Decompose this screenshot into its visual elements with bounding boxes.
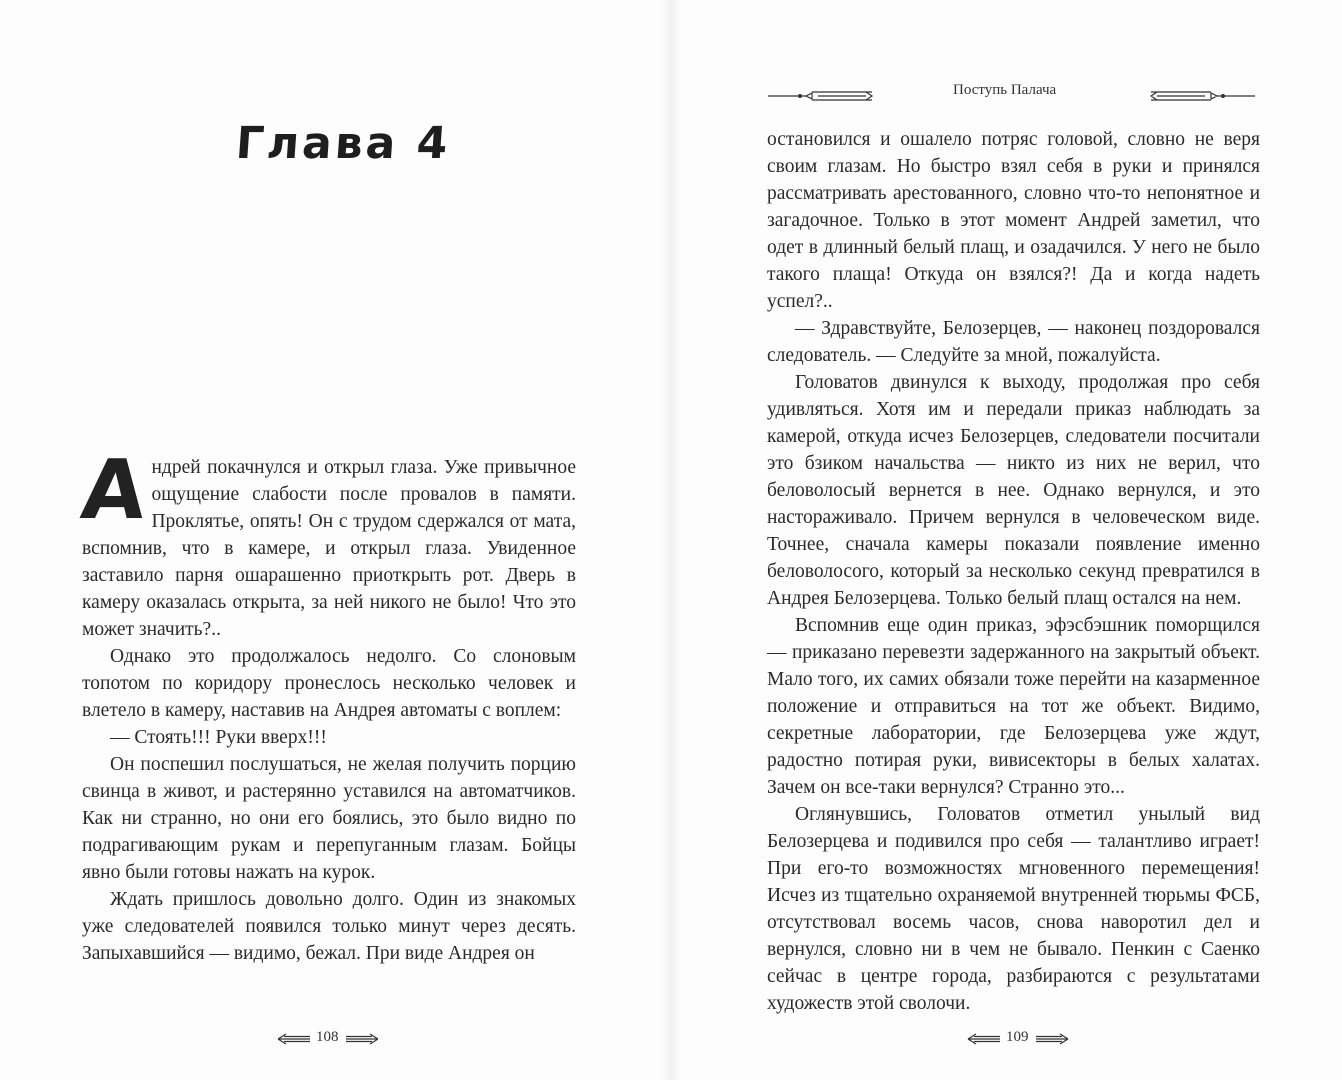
paragraph-5: Ждать пришлось довольно долго. Один из знакомых уже следователей появился только минут через десять. Запыхавшийся — видимо, бежал. При виде Андрея он bbox=[82, 889, 576, 964]
paragraph-4: Он поспешил послушаться, не желая получить порцию свинца в живот, и растерянно уставился на автоматчиков. Как ни странно, но они его боялись, это было видно по подрагивающим рукам и перепуганным глазам. Бойцы явно были готовы нажать на курок. bbox=[82, 754, 576, 883]
paragraph-r5: Оглянувшись, Головатов отметил унылый вид Белозерцева и подивился про себя — талантливо играет! При его-то возможностях мгновенного перемещения! Исчез из тщательно охраняемой внутренней тюрьмы ФСБ, отсутствовал восемь часов, снова наворотил дел и вернулся, словно ни в чем не бывало. Пенкин с Саенко сейчас в центре города, разбираются с результатами художеств этой сволочи. bbox=[767, 804, 1260, 1014]
paragraph-r2: — Здравствуйте, Белозерцев, — наконец поздоровался следователь. — Следуйте за мной, пожалуйста. bbox=[767, 318, 1260, 366]
paragraph-2: Однако это продолжалось недолго. Со слоновым топотом по коридору пронеслось несколько человек и влетело в камеру, наставив на Андрея автоматы с воплем: bbox=[82, 646, 576, 721]
paragraph-3: — Стоять!!! Руки вверх!!! bbox=[110, 727, 327, 748]
paragraph-r4: Вспомнив еще один приказ, эфэсбэшник поморщился — приказано перевезти задержанного на закрытый объект. Мало того, их самих обязали тоже перейти на казарменное положение и отправиться на тот же объект. Видимо, секретные лаборатории, где Белозерцева уже ждут, радостно потирая руки, вивисекторы в белых халатах. Зачем он все-таки вернулся? Странно это... bbox=[767, 615, 1260, 798]
folio-arrow-icon bbox=[1034, 1032, 1070, 1046]
page-number-right bbox=[966, 1028, 1070, 1052]
page-number-left-value: 108 bbox=[316, 1029, 339, 1045]
folio-arrow-icon bbox=[344, 1032, 380, 1046]
paragraph-r1: остановился и ошалело потряс головой, словно не веря своим глазам. Но быстро взял себя в руки и принялся рассматривать арестованного, словно что-то непонятное и загадочное. Только в этот момент Андрей заметил, что одет в длинный белый плащ, и озадачился. У него не было такого плаща! Откуда он взялся?! Да и когда надеть успел?.. bbox=[767, 129, 1260, 312]
arrow-flourish-right-icon bbox=[1147, 88, 1257, 104]
folio-arrow-icon bbox=[966, 1032, 1002, 1046]
page-number-left bbox=[276, 1028, 380, 1052]
arrow-flourish-left-icon bbox=[766, 88, 874, 104]
running-head-title: Поступь Палача bbox=[953, 82, 1057, 98]
paragraph-1 bbox=[77, 443, 576, 643]
right-page-text bbox=[767, 126, 1260, 1017]
drop-cap: А bbox=[77, 443, 151, 538]
chapter-title: Глава 4 bbox=[234, 118, 453, 169]
running-head bbox=[671, 82, 1342, 108]
page-number-right-value: 109 bbox=[1006, 1029, 1029, 1045]
folio-arrow-icon bbox=[276, 1032, 312, 1046]
paragraph-1-text: ндрей покачнулся и открыл глаза. Уже привычное ощущение слабости после провалов в памяти. Проклятье, опять! Он с трудом сдержался от мата, вспомнив, что в камере, и открыл глаза. Увиденное заставило парня ошарашенно приоткрыть рот. Дверь в камеру оказалась открыта, за ней никого не было! Что это может значить?.. bbox=[82, 457, 576, 640]
right-page bbox=[671, 0, 1342, 1080]
paragraph-r3: Головатов двинулся к выходу, продолжая про себя удивляться. Хотя им и передали приказ наблюдать за камерой, откуда исчез Белозерцев, следователи посчитали это бзиком начальства — никто из них не верил, что беловолосый вернется в нее. Однако вернулся, и это настораживало. Причем вернулся в человеческом виде. Точнее, сначала камеры показали появление именно беловолосого, который за несколько секунд превратился в Андрея Белозерцева. Только белый плащ остался на нем. bbox=[767, 372, 1260, 609]
left-page-text bbox=[77, 443, 576, 967]
